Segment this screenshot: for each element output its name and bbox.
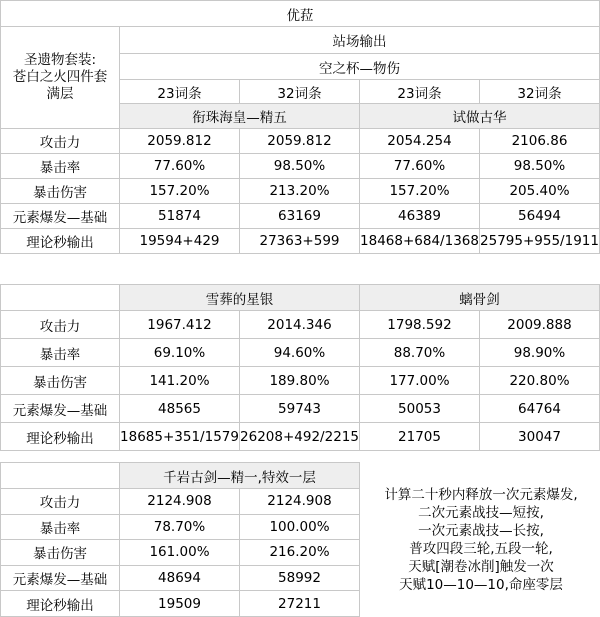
table-cell: 50053 — [360, 395, 480, 423]
table-cell: 141.20% — [120, 367, 240, 395]
note-line: 天赋[潮卷冰削]触发一次 — [408, 558, 554, 575]
artifact-set-label — [0, 27, 120, 129]
table-cell: 27363+599 — [240, 229, 360, 254]
table-cell: 205.40% — [480, 179, 600, 204]
table-cell: 51874 — [120, 204, 240, 229]
table-cell: 30047 — [480, 423, 600, 451]
row-label: 攻击力 — [0, 129, 120, 154]
table-cell: 18468+684/1368 — [360, 229, 480, 254]
table-cell: 48565 — [120, 395, 240, 423]
row-label: 元素爆发—基础 — [0, 395, 120, 423]
table-cell: 18685+351/1579 — [120, 423, 240, 451]
table-cell: 220.80% — [480, 367, 600, 395]
table-cell: 1798.592 — [360, 311, 480, 339]
table-cell: 2054.254 — [360, 129, 480, 154]
table-cell: 48694 — [120, 566, 240, 592]
table-cell: 78.70% — [120, 515, 240, 541]
table-cell: 58992 — [240, 566, 360, 592]
table-cell: 25795+955/1911 — [480, 229, 600, 254]
table-cell: 56494 — [480, 204, 600, 229]
cup-header: 空之杯—物伤 — [120, 54, 600, 80]
table-cell: 2014.346 — [240, 311, 360, 339]
note-line: 普攻四段三轮,五段一轮, — [409, 540, 553, 557]
setup-line-2: 苍白之火四件套 — [12, 69, 108, 85]
table-cell: 100.00% — [240, 515, 360, 541]
table-cell: 77.60% — [360, 154, 480, 179]
row-label: 元素爆发—基础 — [0, 204, 120, 229]
table-cell: 2124.908 — [120, 489, 240, 515]
setup-line-1: 圣遗物套装: — [23, 52, 97, 68]
table-cell: 88.70% — [360, 339, 480, 367]
table-cell: 2124.908 — [240, 489, 360, 515]
note-line: 一次元素战技—长按, — [418, 522, 544, 539]
table-cell: 69.10% — [120, 339, 240, 367]
table-cell: 19509 — [120, 591, 240, 617]
mode-header: 站场输出 — [120, 27, 600, 54]
table-cell: 1967.412 — [120, 311, 240, 339]
table-cell: 157.20% — [360, 179, 480, 204]
table-cell: 157.20% — [120, 179, 240, 204]
table-cell: 26208+492/2215 — [240, 423, 360, 451]
weapon-header: 千岩古剑—精一,特效一层 — [120, 462, 360, 489]
table-cell: 2059.812 — [120, 129, 240, 154]
table-cell: 27211 — [240, 591, 360, 617]
table-cell: 177.00% — [360, 367, 480, 395]
row-label: 暴击伤害 — [0, 540, 120, 566]
table-cell: 64764 — [480, 395, 600, 423]
table-cell: 213.20% — [240, 179, 360, 204]
row-label: 理论秒输出 — [0, 229, 120, 254]
weapon-header: 衔珠海皇—精五 — [120, 104, 360, 129]
setup-line-3: 满层 — [46, 86, 74, 102]
note-line: 二次元素战技—短按, — [418, 504, 544, 521]
table-cell: 21705 — [360, 423, 480, 451]
weapon-header: 螭骨剑 — [360, 284, 600, 311]
calculation-note — [362, 462, 600, 617]
page-title: 优菈 — [0, 0, 600, 27]
table-cell: 98.50% — [480, 154, 600, 179]
table-cell: 63169 — [240, 204, 360, 229]
table-cell: 59743 — [240, 395, 360, 423]
table-cell: 77.60% — [120, 154, 240, 179]
row-label: 理论秒输出 — [0, 423, 120, 451]
corner-cell — [0, 284, 120, 311]
table-cell: 19594+429 — [120, 229, 240, 254]
row-label: 暴击率 — [0, 339, 120, 367]
weapon-header: 试做古华 — [360, 104, 600, 129]
table-cell: 2059.812 — [240, 129, 360, 154]
substat-header: 23词条 — [120, 80, 240, 104]
row-label: 元素爆发—基础 — [0, 566, 120, 592]
table-cell: 161.00% — [120, 540, 240, 566]
note-line: 天赋10—10—10,命座零层 — [399, 576, 563, 593]
corner-cell — [0, 462, 120, 489]
table-cell: 94.60% — [240, 339, 360, 367]
table-cell: 216.20% — [240, 540, 360, 566]
row-label: 暴击伤害 — [0, 367, 120, 395]
weapon-header: 雪葬的星银 — [120, 284, 360, 311]
note-line: 计算二十秒内释放一次元素爆发, — [384, 486, 578, 503]
table-cell: 98.50% — [240, 154, 360, 179]
row-label: 暴击伤害 — [0, 179, 120, 204]
substat-header: 32词条 — [240, 80, 360, 104]
row-label: 暴击率 — [0, 515, 120, 541]
row-label: 攻击力 — [0, 311, 120, 339]
row-label: 攻击力 — [0, 489, 120, 515]
row-label: 理论秒输出 — [0, 591, 120, 617]
table-cell: 2009.888 — [480, 311, 600, 339]
table-cell: 189.80% — [240, 367, 360, 395]
substat-header: 23词条 — [360, 80, 480, 104]
table-cell: 98.90% — [480, 339, 600, 367]
table-cell: 46389 — [360, 204, 480, 229]
table-cell: 2106.86 — [480, 129, 600, 154]
row-label: 暴击率 — [0, 154, 120, 179]
substat-header: 32词条 — [480, 80, 600, 104]
